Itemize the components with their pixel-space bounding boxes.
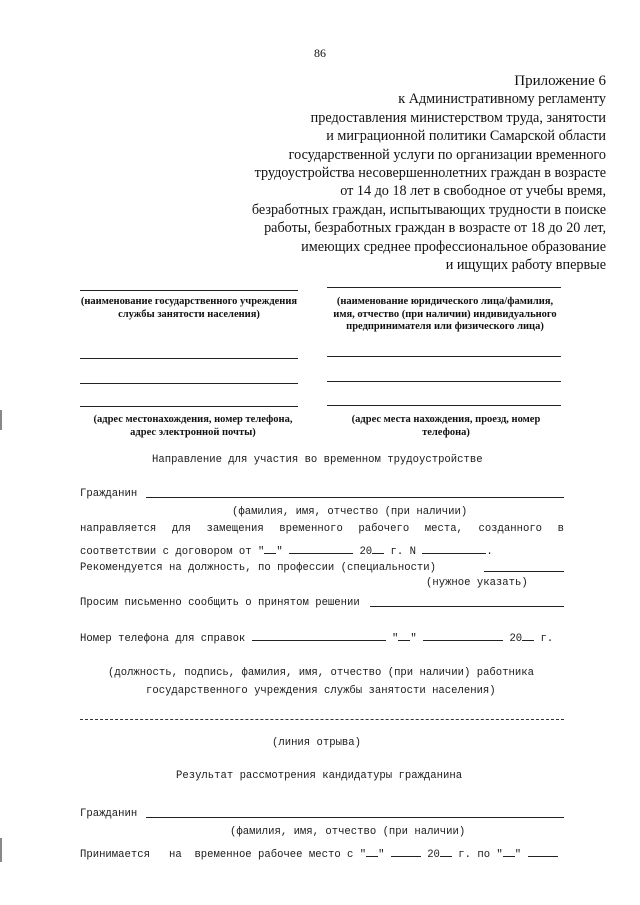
phone-year-suffix: г. [540, 633, 554, 645]
page-number: 86 [314, 46, 326, 60]
institution-name-caption: (наименование государственного учреждения службы занятости населения) [80, 296, 298, 320]
contract-prefix: соответствии с договором от " [80, 546, 265, 558]
institution-address-caption: (адрес местонахождения, номер телефона, адрес электронной почты) [93, 414, 293, 438]
accepted-word: временное рабочее место с " [194, 849, 367, 861]
result-citizen-label: Гражданин [80, 808, 138, 820]
appendix-line: предоставления министерством труда, занятости [310, 109, 606, 126]
contract-month-field[interactable] [289, 543, 353, 554]
reply-field[interactable] [370, 606, 564, 607]
accepted-word: Принимается [80, 849, 150, 861]
appendix-line: государственной услуги по организации временного [288, 146, 606, 163]
contract-year-field[interactable] [372, 543, 384, 554]
accepted-line [80, 846, 558, 861]
contract-number-label: г. N [390, 546, 416, 558]
position-field[interactable] [484, 571, 564, 572]
fio-hint: (фамилия, имя, отчество (при наличии) [232, 506, 468, 518]
appendix-line: к Административному регламенту [398, 91, 606, 108]
directed-word: в [557, 523, 564, 535]
directed-word: рабочего [358, 523, 410, 535]
start-month-field[interactable] [391, 846, 421, 857]
employer-address-line-1[interactable] [327, 356, 561, 357]
appendix-line: трудоустройства несовершеннолетних граждан в возрасте [254, 165, 606, 182]
directed-line [80, 523, 564, 535]
appendix-line: работы, безработных граждан в возрасте от 18 до 20 лет, [264, 220, 606, 237]
cut-line [80, 719, 564, 720]
employer-address-caption: (адрес места нахождения, проезд, номер телефона) [351, 414, 541, 438]
contract-number-field[interactable] [422, 543, 486, 554]
citizen-label: Гражданин [80, 488, 138, 500]
directed-word: направляется [80, 523, 157, 535]
accepted-word: на [169, 849, 182, 861]
institution-address-line-2[interactable] [80, 383, 298, 384]
phone-quote: " [392, 633, 399, 645]
phone-day-field[interactable] [398, 630, 410, 641]
end-day-field[interactable] [503, 846, 515, 857]
cut-line-label: (линия отрыва) [272, 737, 362, 749]
contract-year-label: 20 [359, 546, 373, 558]
accepted-word: " [378, 849, 385, 861]
phone-month-field[interactable] [423, 630, 503, 641]
appendix-line: безработных граждан, испытывающих трудности в поиске [251, 201, 606, 218]
accepted-word: г. по " [458, 849, 503, 861]
signature-caption-1: (должность, подпись, фамилия, имя, отчество (при наличии) работника [108, 667, 534, 679]
signature-caption-2: государственного учреждения службы занятости населения) [146, 685, 496, 697]
directed-word: места, [424, 523, 463, 535]
phone-quote: " [410, 633, 417, 645]
institution-address-line-3[interactable] [80, 406, 298, 407]
institution-name-line[interactable] [80, 290, 298, 291]
employer-name-line[interactable] [327, 287, 561, 288]
appendix-line: имеющих среднее профессиональное образование [301, 238, 606, 255]
specify-hint: (нужное указать) [426, 577, 528, 589]
result-title: Результат рассмотрения кандидатуры гражданина [176, 770, 463, 782]
accepted-word: 20 [427, 849, 440, 861]
phone-label: Номер телефона для справок [80, 633, 246, 645]
scan-margin-mark [0, 838, 2, 862]
contract-quote: " [276, 546, 283, 558]
phone-year-label: 20 [509, 633, 523, 645]
end-month-field[interactable] [528, 846, 558, 857]
appendix-line: и ищущих работу впервые [445, 257, 606, 274]
appendix-line: от 14 до 18 лет в свободное от учебы время, [340, 183, 606, 200]
phone-field[interactable] [252, 630, 386, 641]
appendix-line: и миграционной политики Самарской области [326, 128, 606, 145]
appendix-line: Приложение 6 [514, 73, 606, 89]
result-citizen-name-field[interactable] [146, 817, 564, 818]
form-title: Направление для участия во временном трудоустройстве [152, 454, 483, 466]
directed-word: замещения [206, 523, 264, 535]
request-reply-label: Просим письменно сообщить о принятом решении [80, 597, 360, 609]
contract-day-field[interactable] [264, 543, 276, 554]
employer-name-caption: (наименование юридического лица/фамилия, имя, отчество (при наличии) индивидуального предпринимателя или физического лица) [333, 296, 557, 332]
contract-line [80, 543, 493, 558]
phone-line [80, 630, 553, 645]
start-year-field[interactable] [440, 846, 452, 857]
contract-end: . [486, 546, 493, 558]
appendix-header [186, 72, 606, 274]
employer-address-line-3[interactable] [327, 405, 561, 406]
result-fio-hint: (фамилия, имя, отчество (при наличии) [230, 826, 466, 838]
start-day-field[interactable] [366, 846, 378, 857]
directed-word: временного [279, 523, 343, 535]
directed-word: для [171, 523, 191, 535]
accepted-word: " [514, 849, 522, 861]
institution-address-line-1[interactable] [80, 358, 298, 359]
recommended-label: Рекомендуется на должность, по профессии (специальности) [80, 562, 437, 574]
citizen-name-field[interactable] [146, 497, 564, 498]
scan-margin-mark [0, 410, 2, 430]
phone-year-field[interactable] [522, 630, 534, 641]
directed-word: созданного [478, 523, 543, 535]
employer-address-line-2[interactable] [327, 381, 561, 382]
